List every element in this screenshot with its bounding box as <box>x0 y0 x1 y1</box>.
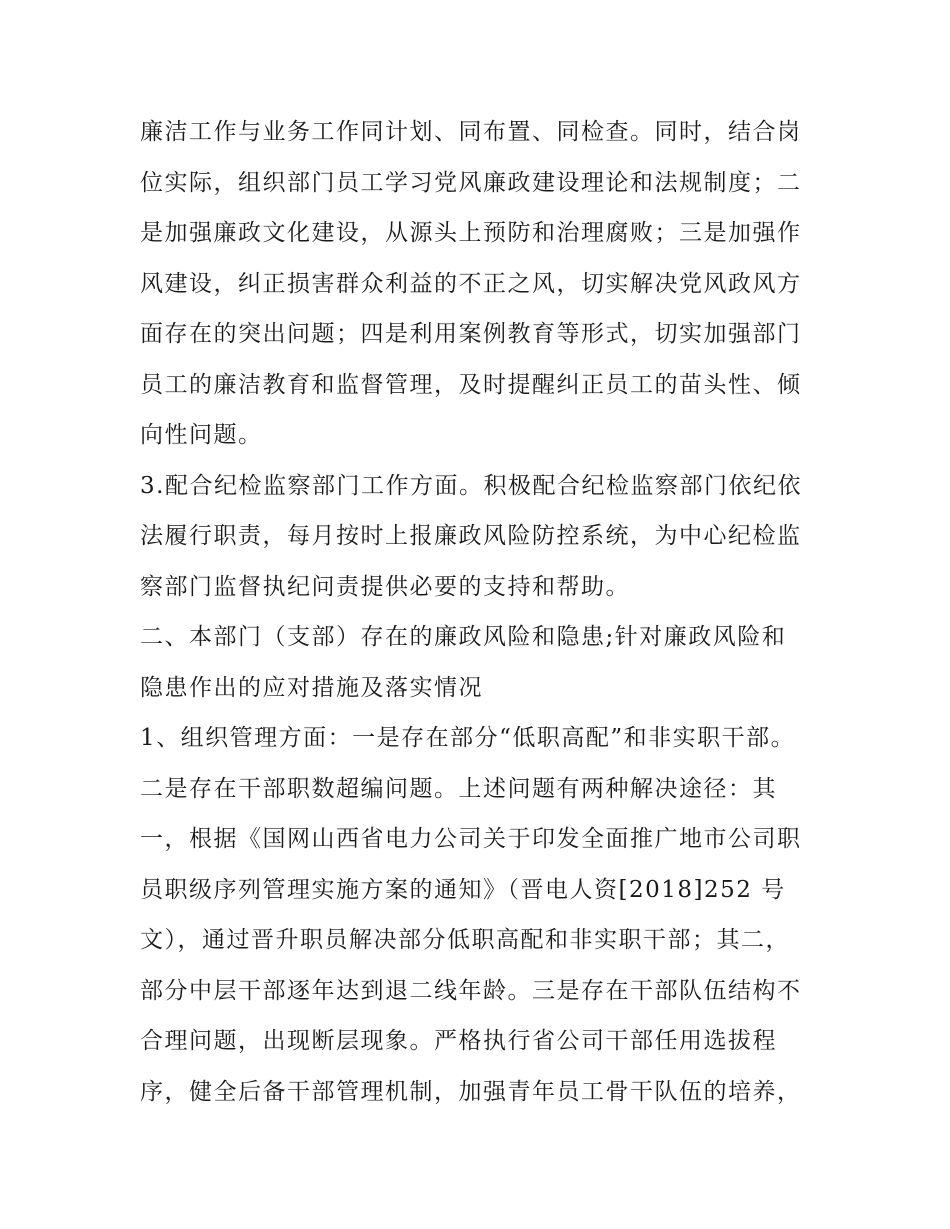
text-line: 是加强廉政文化建设，从源头上预防和治理腐败；三是加强作 <box>140 220 802 246</box>
section-heading-line: 二、本部门（支部）存在的廉政风险和隐患;针对廉政风险和 <box>140 624 787 650</box>
section-heading-line: 3.配合纪检监察部门工作方面。积极配合纪检监察部门依纪依 <box>140 472 802 499</box>
section-heading-line: 1、组织管理方面：一是存在部分“低职高配”和非实职干部。 <box>140 725 796 751</box>
text-line: 文），通过晋升职员解决部分低职高配和非实职干部；其二， <box>140 927 790 953</box>
text-line: 一，根据《国网山西省电力公司关于印发全面推广地市公司职 <box>140 826 802 852</box>
text-line: 向性问题。 <box>140 422 263 448</box>
text-line: 隐患作出的应对措施及落实情况 <box>140 674 483 701</box>
text-line: 部分中层干部逐年达到退二线年龄。三是存在干部队伍结构不 <box>140 977 802 1004</box>
document-body <box>140 107 820 1117</box>
text-line: 风建设，纠正损害群众利益的不正之风，切实解决党风政风方 <box>140 270 802 297</box>
text-line: 位实际，组织部门员工学习党风廉政建设理论和法规制度；二 <box>140 169 802 196</box>
text-line: 二是存在干部职数超编问题。上述问题有两种解决途径：其 <box>140 775 777 802</box>
text-line: 廉洁工作与业务工作同计划、同布置、同检查。同时，结合岗 <box>140 119 802 145</box>
text-line: 法履行职责，每月按时上报廉政风险防控系统，为中心纪检监 <box>140 523 802 549</box>
text-line: 序，健全后备干部管理机制，加强青年员工骨干队伍的培养， <box>140 1078 802 1105</box>
text-line: 察部门监督执纪问责提供必要的支持和帮助。 <box>140 573 630 600</box>
text-line: 员职级序列管理实施方案的通知》（晋电人资[2018]252 号 <box>140 876 786 903</box>
text-line: 合理问题，出现断层现象。严格执行省公司干部任用选拔程 <box>140 1028 777 1054</box>
text-line: 员工的廉洁教育和监督管理，及时提醒纠正员工的苗头性、倾 <box>140 371 802 398</box>
text-line: 面存在的突出问题；四是利用案例教育等形式，切实加强部门 <box>140 321 802 347</box>
